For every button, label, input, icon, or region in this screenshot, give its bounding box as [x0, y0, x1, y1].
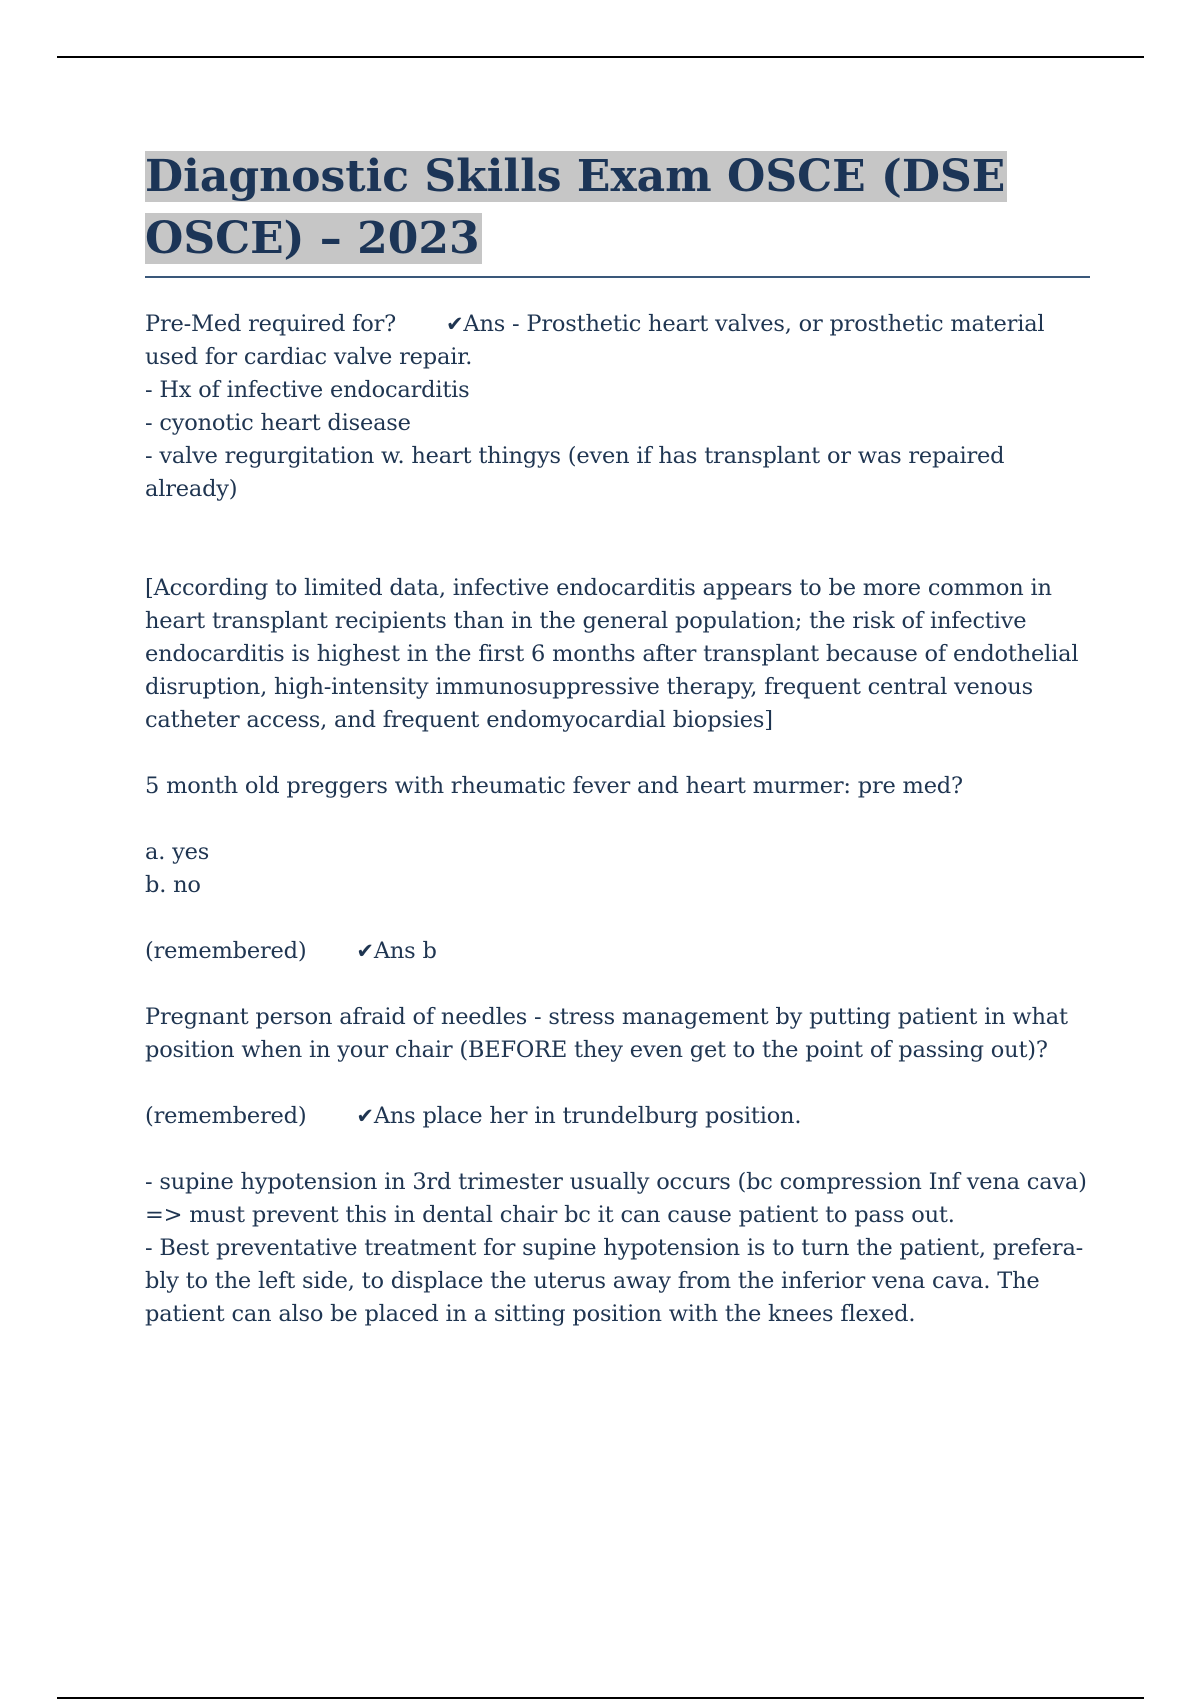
- question-3-text: Pregnant person afraid of needles - stress management by putting patient in what position when in your chair (BEFORE they even get to the point of passing out)?: [145, 1004, 1068, 1063]
- title-line-1: Diagnostic Skills Exam OSCE (DSE: [145, 151, 1006, 202]
- question-1: [145, 308, 1090, 374]
- question-3-answer-line: [145, 1100, 1090, 1133]
- question-1-answer: - Prosthetic heart valves, or prosthetic material used for cardiac valve repair.: [145, 311, 1045, 370]
- question-2-option-b: b. no: [145, 872, 201, 898]
- question-3-note-2: - Best preventative treatment for supine hypotension is to turn the patient, prefera-bly to the left side, to displace the uterus away from the inferior vena cava. The patient can also be placed in a sitting position with the knees flexed.: [145, 1235, 1084, 1327]
- answer-label: Ans: [373, 938, 416, 964]
- question-3-answer: place her in trundelburg position.: [415, 1103, 802, 1129]
- question-3-prefix: (remembered): [145, 1103, 307, 1129]
- question-1-bullet-2: - cyonotic heart disease: [145, 410, 411, 436]
- check-icon: ✔: [446, 312, 464, 336]
- question-2-prefix: (remembered): [145, 938, 307, 964]
- footer-rule: [57, 1697, 1144, 1699]
- answer-label: Ans: [373, 1103, 416, 1129]
- question-3-note-1: - supine hypotension in 3rd trimester usually occurs (bc compression Inf vena cava) => must prevent this in dental chair bc it can cause patient to pass out.: [145, 1169, 1087, 1228]
- question-2-answer-line: [145, 935, 1090, 968]
- header-rule: [57, 56, 1144, 58]
- document-title: [145, 146, 1090, 270]
- question-1-note: [According to limited data, infective endocarditis appears to be more common in heart transplant recipients than in the general population; the risk of infective endocarditis is highest in the first 6 months after transplant because of endothelial disruption, high-intensity immunosuppressive therapy, frequent central venous catheter access, and frequent endomyocardial biopsies]: [145, 575, 1079, 733]
- question-1-bullet-3: - valve regurgitation w. heart thingys (even if has transplant or was repaired already): [145, 443, 1005, 502]
- question-2-text: 5 month old preggers with rheumatic fever and heart murmer: pre med?: [145, 773, 963, 799]
- question-1-text: Pre-Med required for?: [145, 311, 397, 337]
- question-1-bullet-1: - Hx of infective endocarditis: [145, 377, 470, 403]
- document-body: [145, 146, 1090, 1331]
- question-2-answer: b: [415, 938, 437, 964]
- question-2-option-a: a. yes: [145, 839, 210, 865]
- check-icon: ✔: [356, 1104, 374, 1128]
- title-line-2: OSCE) – 2023: [145, 213, 480, 264]
- answer-label: Ans: [463, 311, 506, 337]
- check-icon: ✔: [356, 939, 374, 963]
- title-block: [145, 146, 1090, 278]
